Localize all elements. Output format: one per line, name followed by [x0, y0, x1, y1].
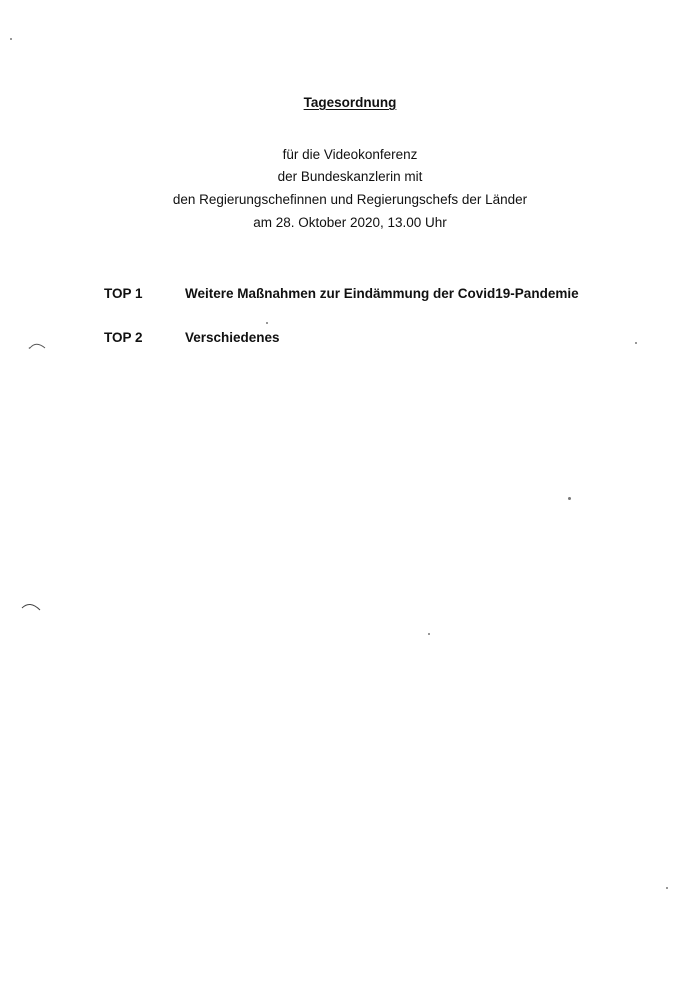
agenda-item-text: Verschiedenes: [185, 330, 280, 345]
scan-speck: [266, 322, 268, 324]
scan-speck: [666, 887, 668, 889]
subtitle-line-3: den Regierungschefinnen und Regierungschefs der Länder: [172, 192, 528, 207]
agenda-item-number: TOP 2: [104, 330, 143, 345]
scan-speck: [568, 497, 571, 500]
scan-speck: [10, 38, 12, 40]
agenda-item-number: TOP 1: [104, 286, 143, 301]
scan-speck: [635, 342, 637, 344]
subtitle-line-1: für die Videokonferenz: [282, 147, 418, 162]
document-title: Tagesordnung: [303, 95, 397, 110]
agenda-item: [0, 330, 700, 350]
scan-speck: [428, 633, 430, 635]
subtitle-line-2: der Bundeskanzlerin mit: [277, 169, 423, 184]
agenda-item: [0, 286, 700, 306]
scan-artifact-mark: [28, 340, 48, 352]
subtitle-line-4: am 28. Oktober 2020, 13.00 Uhr: [253, 215, 447, 230]
agenda-item-text: Weitere Maßnahmen zur Eindämmung der Covid19-Pandemie: [185, 286, 579, 301]
scan-artifact-mark: [20, 600, 42, 614]
